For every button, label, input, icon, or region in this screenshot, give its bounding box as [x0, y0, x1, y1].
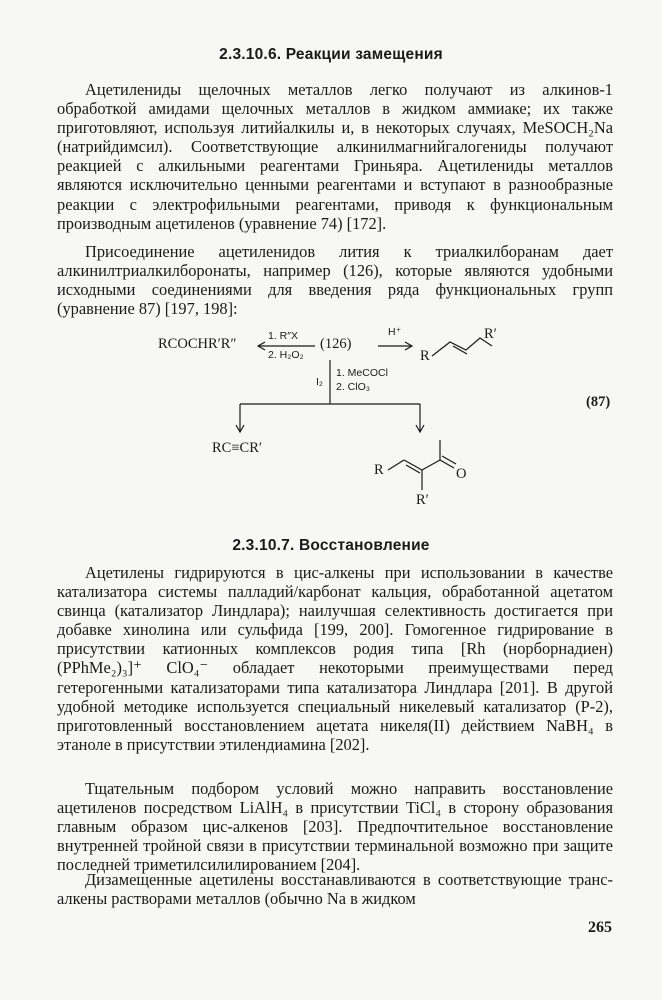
section-title-substitution: 2.3.10.6. Реакции замещения: [219, 46, 443, 63]
reagent-peroxide: 2. H₂O₂: [268, 349, 304, 361]
enone-r: R: [374, 462, 384, 478]
paragraph-trans-alkenes: Дизамещенные ацетилены восстанавливаются в соответствующие транс-алкены растворами металлов (обычно Na в жидком: [57, 870, 613, 909]
alkene-r-prime: R′: [484, 326, 497, 342]
reagent-alkyl-halide: 1. R″X: [268, 330, 298, 342]
reaction-scheme-87: [150, 318, 620, 518]
enone-oxygen: O: [456, 466, 467, 482]
paragraph-acetylides: Ацетилениды щелочных металлов легко получают из алкинов-1 обработкой амидами щелочных металлов в жидком аммиаке; их также приготовляют, используя литийалкилы и, в некоторых случаях, MeSOCH₂Na (натрийдимсил). Соответствующие алкинилмагнийгалогениды получают реакцией с алкильными реагентами Гриньяра. Ацетилениды металлов являются исключительно ценными реагентами и вступают в разнообразные реакции с электрофильными реагентами, приводя к функциональным производным ацетиленов (уравнение 74) [172].: [57, 80, 613, 233]
reagent-chlorate: 2. ClO₃: [336, 381, 371, 393]
paragraph-lialh4: Тщательным подбором условий можно направить восстановление ацетиленов посредством LiAlH₄ в присутствии TiCl₄ в сторону образования главным образом цис-алкенов [203]. Предпочтительное восстановление внутренней тройной связи в присутствии терминальной возможно при защите последней триметилсилилированием [204].: [57, 779, 613, 875]
reagent-acid: H⁺: [388, 326, 402, 338]
section-title-reduction: 2.3.10.7. Восстановление: [232, 537, 430, 554]
ketone-product: RCOCHR′R″: [158, 336, 237, 352]
compound-126: (126): [320, 336, 352, 352]
equation-number: (87): [586, 394, 611, 410]
enone-r-prime: R′: [416, 492, 429, 508]
reagent-iodine: I₂: [316, 376, 323, 388]
paragraph-hydrogenation: Ацетилены гидрируются в цис-алкены при использовании в качестве катализатора системы палладий/карбонат кальция, обработанной ацетатом свинца (катализатор Линдлара); наилучшая селективность достигается при добавке хинолина или сульфида [199, 200]. Гомогенное гидрирование в присутствии катионных комплексов родия типа [Rh (норборнадиен) (PPhMe₂)₃]⁺ ClO₄⁻ обладает некоторыми преимуществами перед гетерогенными катализаторами типа катализатора Линдлара [201]. В другой удобной методике используется специальный никелевый катализатор (P-2), приготовленный восстановлением ацетата никеля(II) действием NaBH₄ в этаноле в присутствии этилендиамина [202].: [57, 563, 613, 754]
paragraph-boranes: Присоединение ацетиленидов лития к триалкилборанам дает алкинилтриалкилборонаты, например (126), которые являются удобными исходными соединениями для введения ряда функциональных групп (уравнение 87) [197, 198]:: [57, 242, 613, 319]
reagent-acetyl-chloride: 1. MeCOCl: [336, 367, 388, 379]
alkyne-product: RC≡CR′: [212, 440, 263, 456]
alkene-r: R: [420, 348, 430, 364]
page-number: 265: [588, 919, 612, 936]
